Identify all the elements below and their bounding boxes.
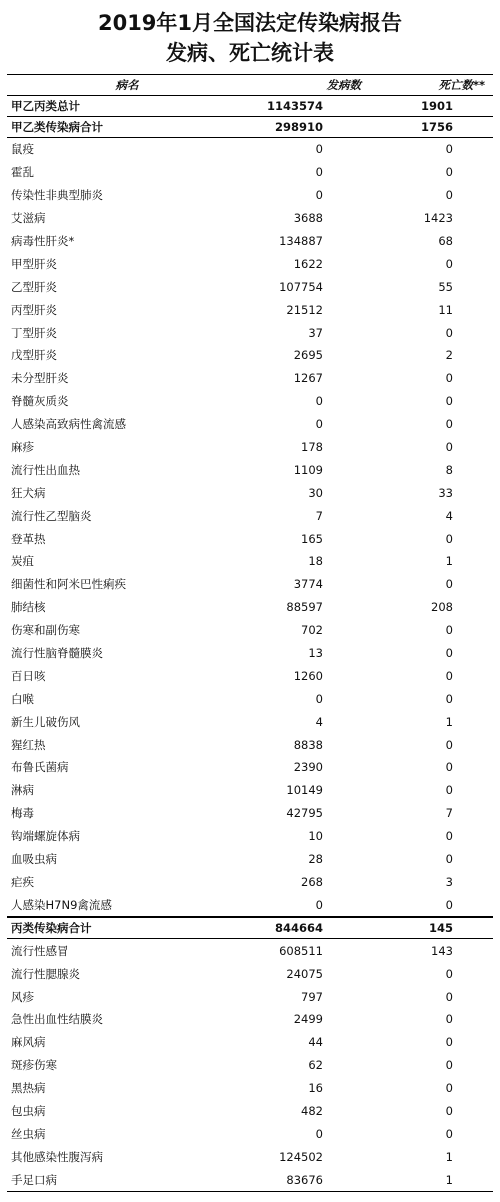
table-row <box>7 710 493 733</box>
table-row <box>7 1168 493 1191</box>
disease-name: 新生儿破伤风 <box>11 714 80 729</box>
table-row <box>7 458 493 481</box>
table-row <box>7 596 493 619</box>
cases-count: 7 <box>315 508 323 523</box>
disease-name: 甲乙类传染病合计 <box>7 117 247 138</box>
disease-name: 麻疹 <box>11 440 34 455</box>
deaths-count: 0 <box>445 783 453 798</box>
deaths-count: 0 <box>445 531 453 546</box>
cases-count: 24075 <box>286 966 323 981</box>
cases-count: 8838 <box>293 737 323 752</box>
table-row <box>7 642 493 665</box>
table-row <box>7 939 493 962</box>
deaths-count: 208 <box>431 600 453 615</box>
disease-name: 猩红热 <box>11 737 46 752</box>
cases-count: 608511 <box>279 943 323 958</box>
disease-name: 黑热病 <box>11 1081 46 1096</box>
disease-name: 白喉 <box>11 691 34 706</box>
deaths-count: 1 <box>369 1168 493 1191</box>
deaths-count: 0 <box>445 256 453 271</box>
table-row <box>7 527 493 550</box>
table-row <box>7 573 493 596</box>
table-row <box>7 390 493 413</box>
deaths-count: 0 <box>445 646 453 661</box>
table-row <box>7 298 493 321</box>
deaths-count: 0 <box>445 989 453 1004</box>
cases-count: 3774 <box>293 577 323 592</box>
table-row <box>7 230 493 253</box>
disease-name: 病毒性肝炎* <box>11 234 75 248</box>
deaths-count: 68 <box>438 234 453 248</box>
deaths-count: 3 <box>445 874 453 889</box>
cases-count: 0 <box>315 394 323 409</box>
cases-count: 268 <box>301 874 323 889</box>
cases-count: 1109 <box>293 462 323 477</box>
table-row <box>7 184 493 207</box>
disease-name: 丝虫病 <box>11 1126 46 1141</box>
cases-count: 30 <box>308 485 323 500</box>
disease-name: 霍乱 <box>11 165 34 180</box>
table-row <box>7 1122 493 1145</box>
disease-name: 细菌性和阿米巴性痢疾 <box>11 577 126 592</box>
table-row <box>7 161 493 184</box>
statistics-table <box>7 74 493 1192</box>
table-row <box>7 619 493 642</box>
disease-name: 梅毒 <box>11 806 34 821</box>
deaths-count: 0 <box>445 1081 453 1096</box>
deaths-count: 1901 <box>369 96 493 117</box>
table-row <box>7 871 493 894</box>
report-title: 2019年1月全国法定传染病报告 <box>97 11 403 35</box>
table-row <box>7 664 493 687</box>
cases-count: 16 <box>308 1081 323 1096</box>
deaths-count: 0 <box>445 165 453 180</box>
table-row <box>7 1100 493 1123</box>
cases-count: 3688 <box>293 211 323 226</box>
column-header-deaths: 死亡数** <box>369 75 493 96</box>
disease-name: 炭疽 <box>11 554 34 569</box>
cases-count: 0 <box>315 165 323 180</box>
deaths-count: 4 <box>445 508 453 523</box>
deaths-count: 143 <box>431 943 453 958</box>
disease-name: 登革热 <box>11 531 46 546</box>
table-row <box>7 1054 493 1077</box>
table-row <box>7 962 493 985</box>
table-row <box>7 1145 493 1168</box>
disease-name: 脊髓灰质炎 <box>11 394 69 409</box>
cases-count: 134887 <box>279 234 323 248</box>
table-row <box>7 275 493 298</box>
cases-count: 42795 <box>286 806 323 821</box>
disease-name: 斑疹伤寒 <box>11 1058 57 1073</box>
deaths-count: 0 <box>445 668 453 683</box>
disease-name: 人感染H7N9禽流感 <box>11 897 112 912</box>
deaths-count: 7 <box>445 806 453 821</box>
deaths-count: 0 <box>445 577 453 592</box>
disease-name: 其他感染性腹泻病 <box>11 1149 103 1164</box>
cases-count: 2695 <box>293 348 323 363</box>
disease-name: 麻风病 <box>11 1035 46 1050</box>
cases-count: 482 <box>301 1103 323 1118</box>
table-row <box>7 893 493 917</box>
disease-name: 风疹 <box>11 989 34 1004</box>
disease-name: 疟疾 <box>11 874 34 889</box>
cases-count: 4 <box>315 714 323 729</box>
disease-name: 甲型肝炎 <box>11 256 57 271</box>
table-row <box>7 917 493 939</box>
deaths-count: 0 <box>445 1126 453 1141</box>
deaths-count: 33 <box>438 485 453 500</box>
disease-name: 淋病 <box>11 783 34 798</box>
cases-count: 37 <box>308 325 323 340</box>
report-subtitle: 发病、死亡统计表 <box>166 41 334 65</box>
cases-count: 0 <box>315 188 323 203</box>
table-row <box>7 117 493 138</box>
table-row <box>7 138 493 161</box>
table-row <box>7 1008 493 1031</box>
disease-name: 血吸虫病 <box>11 852 57 867</box>
deaths-count: 1 <box>445 554 453 569</box>
cases-count: 28 <box>308 852 323 867</box>
cases-count: 18 <box>308 554 323 569</box>
table-header-row <box>7 75 493 96</box>
cases-count: 83676 <box>247 1168 369 1191</box>
table-row <box>7 321 493 344</box>
cases-count: 178 <box>301 440 323 455</box>
cases-count: 62 <box>308 1058 323 1073</box>
deaths-count: 8 <box>445 462 453 477</box>
table-row <box>7 344 493 367</box>
table-row <box>7 96 493 117</box>
cases-count: 10149 <box>286 783 323 798</box>
table-row <box>7 825 493 848</box>
cases-count: 1260 <box>293 668 323 683</box>
disease-name: 丁型肝炎 <box>11 325 57 340</box>
deaths-count: 0 <box>445 897 453 912</box>
disease-name: 急性出血性结膜炎 <box>11 1012 103 1027</box>
table-row <box>7 848 493 871</box>
disease-name: 传染性非典型肺炎 <box>11 188 103 203</box>
deaths-count: 11 <box>438 302 453 317</box>
disease-name: 狂犬病 <box>11 485 46 500</box>
cases-count: 124502 <box>279 1149 323 1164</box>
table-body <box>7 96 493 1192</box>
table-row <box>7 985 493 1008</box>
deaths-count: 0 <box>445 760 453 775</box>
disease-name: 未分型肝炎 <box>11 371 69 386</box>
disease-name: 流行性脑脊髓膜炎 <box>11 646 103 661</box>
cases-count: 1622 <box>293 256 323 271</box>
disease-name: 流行性感冒 <box>11 943 69 958</box>
disease-name: 戊型肝炎 <box>11 348 57 363</box>
table-row <box>7 1077 493 1100</box>
table-row <box>7 207 493 230</box>
disease-name: 流行性出血热 <box>11 462 80 477</box>
cases-count: 21512 <box>286 302 323 317</box>
disease-name: 甲乙丙类总计 <box>7 96 247 117</box>
disease-name: 包虫病 <box>11 1103 46 1118</box>
cases-count: 0 <box>315 142 323 157</box>
column-header-cases: 发病数 <box>247 75 369 96</box>
disease-name: 流行性乙型脑炎 <box>11 508 92 523</box>
cases-count: 298910 <box>247 117 369 138</box>
disease-name: 流行性腮腺炎 <box>11 966 80 981</box>
deaths-count: 1 <box>445 714 453 729</box>
table-row <box>7 733 493 756</box>
disease-name: 丙类传染病合计 <box>7 917 247 939</box>
deaths-count: 0 <box>445 737 453 752</box>
deaths-count: 0 <box>445 325 453 340</box>
cases-count: 13 <box>308 646 323 661</box>
cases-count: 702 <box>301 623 323 638</box>
deaths-count: 0 <box>445 1103 453 1118</box>
deaths-count: 0 <box>445 623 453 638</box>
table-row <box>7 756 493 779</box>
disease-name: 丙型肝炎 <box>11 302 57 317</box>
deaths-count: 0 <box>445 1035 453 1050</box>
cases-count: 2499 <box>293 1012 323 1027</box>
deaths-count: 0 <box>445 1012 453 1027</box>
disease-name: 伤寒和副伤寒 <box>11 623 80 638</box>
deaths-count: 0 <box>445 691 453 706</box>
deaths-count: 0 <box>445 852 453 867</box>
cases-count: 88597 <box>286 600 323 615</box>
disease-name: 布鲁氏菌病 <box>11 760 69 775</box>
table-row <box>7 413 493 436</box>
table-row <box>7 550 493 573</box>
deaths-count: 1756 <box>369 117 493 138</box>
deaths-count: 0 <box>445 966 453 981</box>
cases-count: 107754 <box>279 279 323 294</box>
disease-name: 艾滋病 <box>11 211 46 226</box>
disease-name: 肺结核 <box>11 600 46 615</box>
table-row <box>7 802 493 825</box>
table-row <box>7 436 493 459</box>
cases-count: 165 <box>301 531 323 546</box>
deaths-count: 0 <box>445 829 453 844</box>
cases-count: 1267 <box>293 371 323 386</box>
disease-name: 手足口病 <box>7 1168 247 1191</box>
disease-name: 人感染高致病性禽流感 <box>11 417 126 432</box>
deaths-count: 0 <box>445 1058 453 1073</box>
table-row <box>7 504 493 527</box>
cases-count: 0 <box>315 691 323 706</box>
cases-count: 844664 <box>247 917 369 939</box>
disease-name: 百日咳 <box>11 668 46 683</box>
table-row <box>7 687 493 710</box>
column-header-name: 病名 <box>7 75 247 96</box>
deaths-count: 0 <box>445 188 453 203</box>
table-row <box>7 252 493 275</box>
deaths-count: 0 <box>445 417 453 432</box>
deaths-count: 0 <box>445 142 453 157</box>
cases-count: 797 <box>301 989 323 1004</box>
cases-count: 1143574 <box>247 96 369 117</box>
disease-name: 鼠疫 <box>11 142 34 157</box>
deaths-count: 145 <box>369 917 493 939</box>
deaths-count: 0 <box>445 394 453 409</box>
cases-count: 2390 <box>293 760 323 775</box>
deaths-count: 2 <box>445 348 453 363</box>
table-row <box>7 779 493 802</box>
deaths-count: 0 <box>445 440 453 455</box>
cases-count: 0 <box>315 897 323 912</box>
table-row <box>7 481 493 504</box>
table-row <box>7 1031 493 1054</box>
deaths-count: 1423 <box>423 211 453 226</box>
deaths-count: 0 <box>445 371 453 386</box>
deaths-count: 55 <box>438 279 453 294</box>
cases-count: 0 <box>315 417 323 432</box>
disease-name: 钩端螺旋体病 <box>11 829 80 844</box>
cases-count: 10 <box>308 829 323 844</box>
cases-count: 0 <box>315 1126 323 1141</box>
cases-count: 44 <box>308 1035 323 1050</box>
deaths-count: 1 <box>445 1149 453 1164</box>
table-row <box>7 367 493 390</box>
disease-name: 乙型肝炎 <box>11 279 57 294</box>
